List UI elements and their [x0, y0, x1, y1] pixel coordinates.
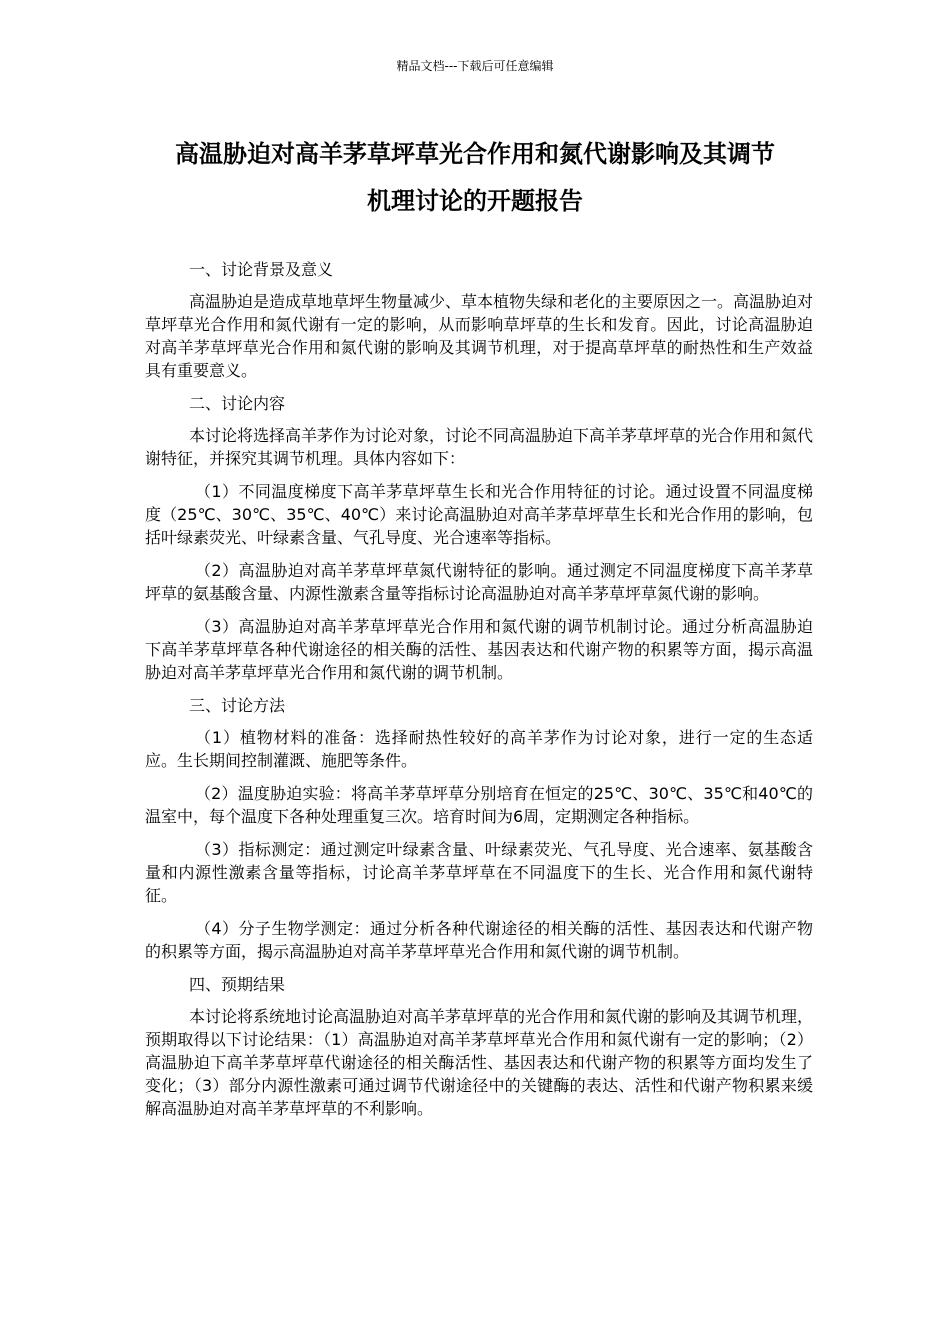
section-heading-results: 四、预期结果 [189, 975, 286, 994]
content-item-1: （1）不同温度梯度下高羊茅草坪草生长和光合作用特征的讨论。通过设置不同温度梯度（25℃、30℃、35℃、40℃）来讨论高温胁迫对高羊茅草坪草生长和光合作用的影响，包括叶绿素荧光、叶绿素含量、气孔导度、光合速率等指标。 [145, 482, 813, 547]
document-body [145, 258, 813, 1130]
document-title-line-1: 高温胁迫对高羊茅草坪草光合作用和氮代谢影响及其调节 [175, 140, 775, 168]
content-item-2: （2）高温胁迫对高羊茅草坪草氮代谢特征的影响。通过测定不同温度梯度下高羊茅草坪草的氨基酸含量、内源性激素含量等指标讨论高温胁迫对高羊茅草坪草氮代谢的影响。 [145, 561, 813, 603]
methods-item-3: （3）指标测定：通过测定叶绿素含量、叶绿素荧光、气孔导度、光合速率、氨基酸含量和内源性激素含量等指标，讨论高羊茅草坪草在不同温度下的生长、光合作用和氮代谢特征。 [145, 840, 813, 905]
methods-item-2: （2）温度胁迫实验：将高羊茅草坪草分别培育在恒定的25℃、30℃、35℃和40℃的温室中，每个温度下各种处理重复三次。培育时间为6周，定期测定各种指标。 [145, 784, 813, 826]
page-header-note: 精品文档---下载后可任意编辑 [396, 59, 554, 73]
content-intro-paragraph: 本讨论将选择高羊茅作为讨论对象，讨论不同高温胁迫下高羊茅草坪草的光合作用和氮代谢特征，并探究其调节机理。具体内容如下： [145, 426, 814, 468]
section-heading-methods: 三、讨论方法 [189, 696, 286, 715]
results-paragraph: 本讨论将系统地讨论高温胁迫对高羊茅草坪草的光合作用和氮代谢的影响及其调节机理，预期取得以下讨论结果：（1）高温胁迫对高羊茅草坪草光合作用和氮代谢有一定的影响；（2）高温胁迫下高羊茅草坪草代谢途径的相关酶活性、基因表达和代谢产物的积累等方面均发生了变化；（3）部分内源性激素可通过调节代谢途径中的关键酶的表达、活性和代谢产物积累来缓解高温胁迫对高羊茅草坪草的不利影响。 [145, 1007, 814, 1118]
document-title-line-2: 机理讨论的开题报告 [367, 187, 583, 215]
methods-item-1: （1）植物材料的准备：选择耐热性较好的高羊茅作为讨论对象，进行一定的生态适应。生长期间控制灌溉、施肥等条件。 [145, 728, 813, 770]
content-item-3: （3）高温胁迫对高羊茅草坪草光合作用和氮代谢的调节机制讨论。通过分析高温胁迫下高羊茅草坪草各种代谢途径的相关酶的活性、基因表达和代谢产物的积累等方面，揭示高温胁迫对高羊茅草坪草光合作用和氮代谢的调节机制。 [145, 617, 813, 682]
section-heading-background: 一、讨论背景及意义 [189, 260, 334, 279]
background-paragraph: 高温胁迫是造成草地草坪生物量减少、草本植物失绿和老化的主要原因之一。高温胁迫对草坪草光合作用和氮代谢有一定的影响，从而影响草坪草的生长和发育。因此，讨论高温胁迫对高羊茅草坪草光合作用和氮代谢的影响及其调节机理，对于提高草坪草的耐热性和生产效益具有重要意义。 [145, 292, 814, 380]
section-heading-content: 二、讨论内容 [189, 394, 286, 413]
methods-item-4: （4）分子生物学测定：通过分析各种代谢途径的相关酶的活性、基因表达和代谢产物的积累等方面，揭示高温胁迫对高羊茅草坪草光合作用和氮代谢的调节机制。 [145, 919, 813, 961]
